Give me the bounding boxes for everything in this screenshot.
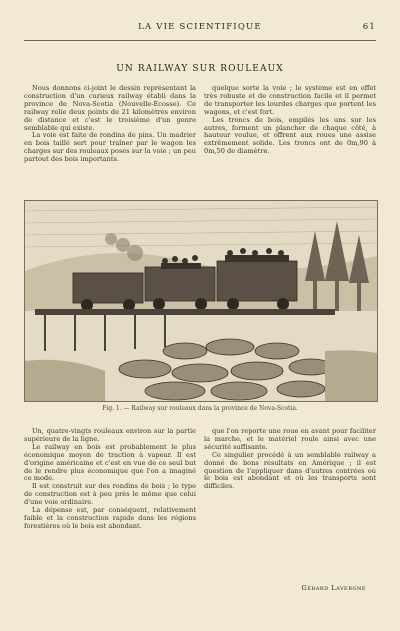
column-left-top: [24, 85, 196, 195]
paragraph: Il est construit sur des rondins de bois ; le type de construction est à peu près le même que celui d'une voie ordinaire.: [24, 482, 196, 507]
paragraph: que l'on reporte une roue en avant pour faciliter la marche, et le matériel roule ainsi avec une sécurité suffisante.: [204, 428, 376, 451]
column-right-top: [204, 85, 376, 195]
paragraph: Les troncs de bois, empilés les uns sur les autres, forment un plancher de chaque côté, à hauteur voulue, et offrent aux roues une assise extrêmement solide. Les troncs ont de 0m,90 à 0m,50 de diamètre.: [204, 115, 376, 156]
running-title: LA VIE SCIENTIFIQUE: [138, 22, 262, 32]
page-number: 61: [362, 22, 376, 32]
header-rule: [24, 40, 376, 41]
column-left-bottom: [24, 428, 196, 578]
paragraph: La dépense est, par conséquent, relativement faible et la construction rapide dans les régions forestières où le bois est abondant.: [24, 506, 196, 530]
paragraph: Le railway en bois est probablement le plus économique moyen de traction à vapeur. Il est d'origine américaine et c'est en vue de ce seul but de le rendre plus économique que l'on a imaginé ce mode.: [24, 442, 196, 483]
paragraph: La voie est faite de rondins de pins. Un madrier en bois taillé sert pour traîner par le wagon les charges sur des rouleaux posés sur la voie ; un peu partout des bois importants.: [24, 131, 196, 164]
figure-caption: Fig. 1. — Railway sur rouleaux dans la province de Nova-Scotia.: [102, 405, 298, 412]
author-signature: Gérard Lavergne: [301, 584, 366, 592]
column-right-bottom: [204, 428, 376, 578]
article-title: UN RAILWAY SUR ROULEAUX: [116, 64, 284, 74]
railway-illustration: [24, 200, 378, 402]
paragraph: Nous donnons ci-joint le dessin représentant la construction d'un curieux railway établi dans la province de Nova-Scotia (Nouvelle-Écosse). Ce railway relie deux points de 21 kilomètres environ de distance et c'est le troisième d'un genre semblable qui existe.: [24, 85, 196, 132]
engraving-drawing: [25, 201, 377, 401]
running-head: [24, 22, 376, 36]
paragraph: Ce singulier procédé à un semblable railway a donné de bons résultats en Amérique ; il est question de l'appliquer dans d'autres contrées où le bois est abondant et où les transports sont difficiles.: [204, 450, 376, 491]
paragraph: Un, quatre-vingts rouleaux environ sur la partie supérieure de la ligne.: [24, 428, 196, 443]
paragraph: quelque sorte la voie ; le système est en effet très robuste et de construction facile et il permet de transporter les lourdes charges que portent les wagons, et c'est fort.: [204, 85, 376, 116]
